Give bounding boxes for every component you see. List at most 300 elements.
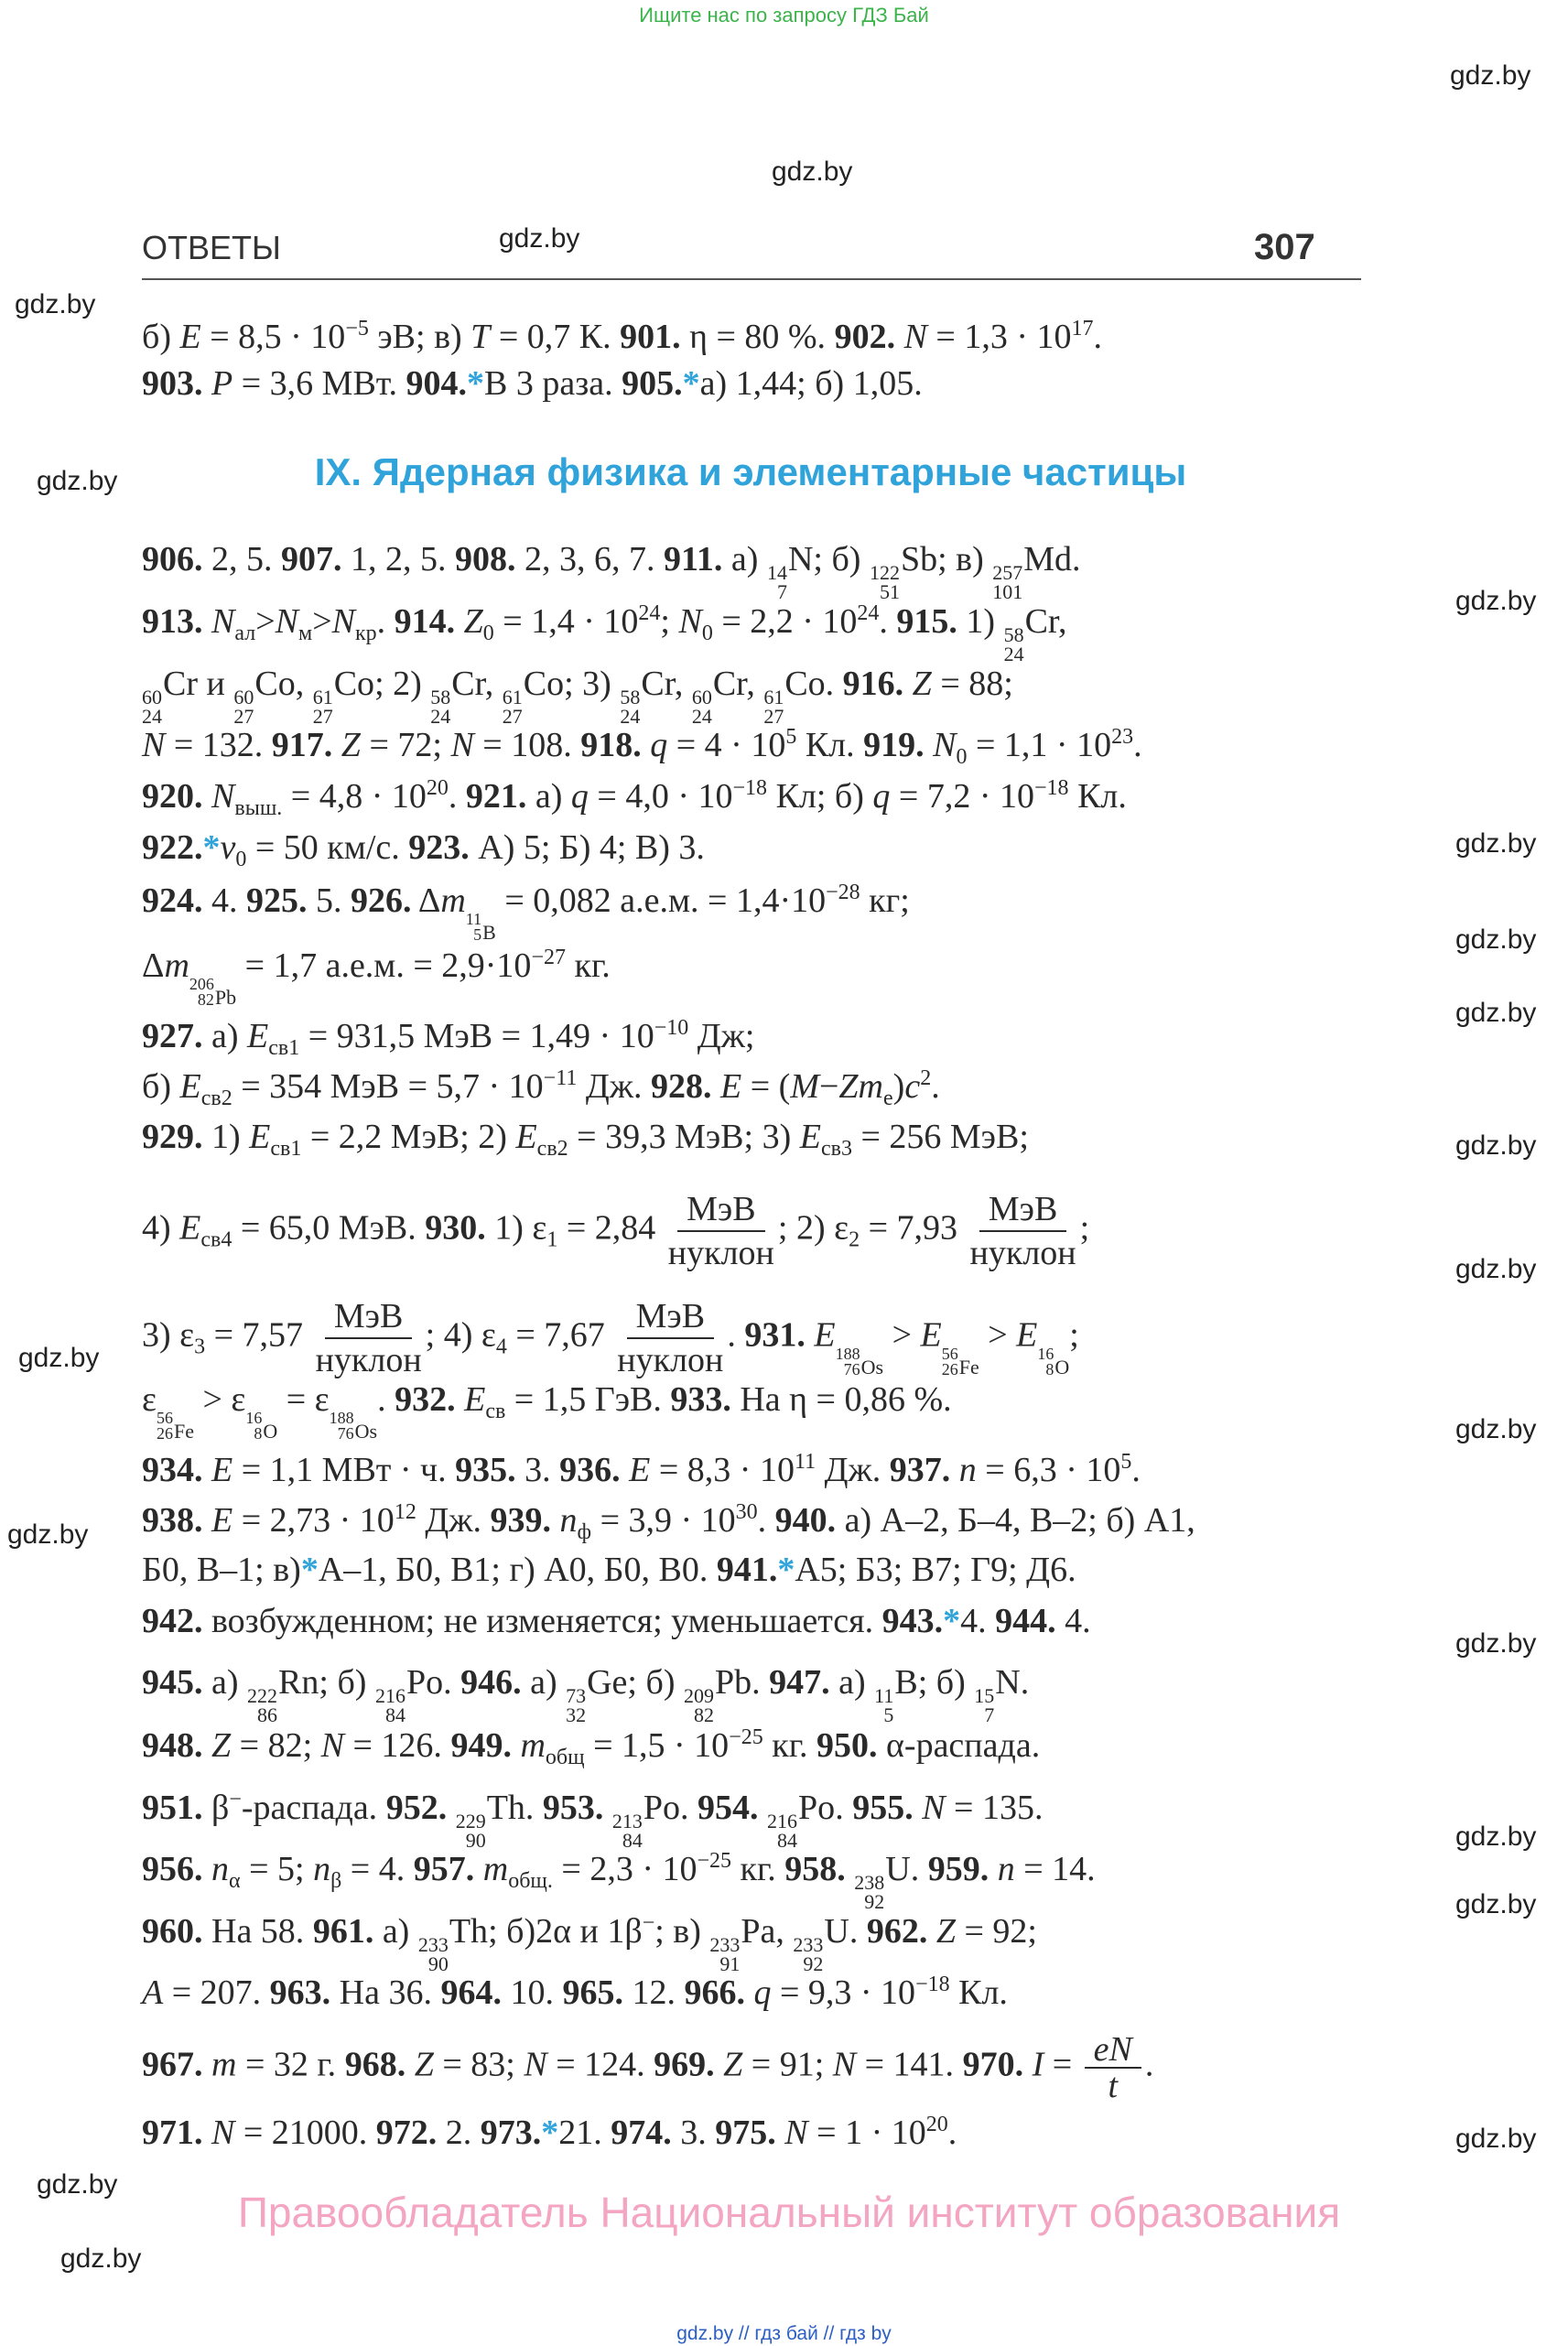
text: = 14.	[1014, 1850, 1096, 1888]
mass-number: 58	[1003, 623, 1024, 646]
text: = 1,3 · 10	[926, 318, 1072, 356]
mass-number: 58	[620, 686, 641, 708]
atomic-number: 101	[992, 580, 1023, 603]
mass-number: 206	[189, 975, 214, 993]
problem-number: 944.	[995, 1602, 1056, 1640]
subscript-nuclide	[836, 1346, 883, 1378]
problem-number: 921.	[465, 777, 527, 816]
problem-number: 901.	[620, 318, 681, 356]
element-symbol: Cr	[163, 665, 198, 703]
text: Кл.	[1068, 777, 1127, 816]
variable: E	[179, 318, 201, 356]
fraction	[970, 1188, 1076, 1274]
nuclide-numbers	[247, 1686, 277, 1724]
superscript: 24	[638, 601, 661, 625]
text: = 7,67	[506, 1315, 614, 1355]
variable: N	[331, 602, 355, 641]
atomic-number: 24	[142, 705, 162, 728]
problem-number: 908.	[455, 540, 516, 578]
mass-number: 222	[247, 1684, 278, 1707]
text	[551, 1501, 560, 1540]
subscript-nuclide	[466, 912, 496, 943]
variable: T	[470, 318, 491, 356]
text: 1) ε	[485, 1208, 547, 1248]
mass-number: 73	[566, 1684, 587, 1707]
mass-number: 238	[854, 1871, 885, 1894]
text: .	[752, 1663, 770, 1702]
problem-number: 916.	[842, 665, 904, 703]
nuclide-numbers	[692, 687, 712, 726]
subscript: ф	[577, 1520, 592, 1544]
text: а)	[373, 1912, 418, 1951]
text: 2, 5.	[202, 540, 281, 578]
problem-number: 935.	[455, 1451, 516, 1489]
text: ; 2)	[374, 665, 431, 703]
text	[203, 1451, 212, 1489]
problem-number: 922.	[142, 828, 203, 867]
atomic-number: 5	[473, 925, 482, 944]
text: .	[931, 1067, 940, 1106]
text: >	[979, 1315, 1017, 1355]
element-symbol: Co	[333, 665, 375, 703]
problem-number: 903.	[142, 364, 203, 403]
star-mark: *	[541, 2114, 559, 2152]
variable: q	[650, 726, 668, 764]
mass-number: 216	[374, 1684, 406, 1707]
mass-number: 209	[683, 1684, 714, 1707]
nuclide-numbers	[854, 1873, 884, 1911]
text: а)	[202, 1663, 248, 1702]
superscript: 23	[1111, 725, 1134, 749]
problem-number: 955.	[852, 1789, 914, 1827]
star-mark: *	[777, 1551, 795, 1589]
subscript: 0	[701, 622, 713, 645]
problem-number: 918.	[580, 726, 642, 764]
text: Дж;	[688, 1017, 755, 1055]
problem-number: 956.	[142, 1850, 203, 1888]
gdz-watermark: gdz.by	[1455, 828, 1537, 859]
element-symbol: Rn	[278, 1663, 319, 1702]
mass-number: 122	[869, 561, 900, 584]
text: = 135.	[945, 1789, 1044, 1827]
search-hint-banner: Ищите нас по запросу ГДЗ Бай	[639, 4, 929, 27]
text: = 126.	[344, 1726, 451, 1765]
text: = 82;	[231, 1726, 321, 1765]
mass-number: 216	[767, 1810, 798, 1832]
superscript: 5	[785, 725, 797, 749]
text	[603, 1789, 612, 1827]
text: >	[312, 602, 332, 641]
text: .	[377, 1380, 395, 1419]
answer-line	[142, 1785, 1043, 1850]
text	[759, 1789, 768, 1827]
nuclide-numbers	[418, 1935, 449, 1973]
element-symbol: O	[1054, 1355, 1070, 1378]
problem-number: 931.	[744, 1315, 806, 1355]
superscript: 11	[794, 1450, 816, 1474]
text: = (	[741, 1067, 791, 1106]
text	[846, 1850, 855, 1888]
variable: E	[249, 1118, 271, 1156]
variable: N	[320, 1726, 344, 1765]
denominator: нуклон	[617, 1341, 724, 1379]
subscript: 1	[546, 1227, 558, 1252]
text: .	[879, 602, 897, 641]
variable: E	[211, 1451, 233, 1489]
text: .	[1144, 2045, 1154, 2084]
variable: N	[211, 2114, 235, 2152]
subscript: м	[298, 622, 313, 645]
mass-number: 229	[455, 1810, 486, 1832]
nuclide	[620, 665, 675, 728]
mass-number: 61	[763, 686, 784, 708]
text: = 256 МэВ;	[851, 1118, 1029, 1156]
text: >	[255, 602, 276, 641]
atomic-number: 84	[777, 1829, 798, 1852]
text: =	[1044, 2045, 1081, 2084]
problem-number: 905.	[622, 364, 683, 403]
variable: E	[1016, 1315, 1038, 1355]
mass-number: 257	[992, 561, 1023, 584]
nuclide-numbers	[870, 563, 900, 601]
nuclide-numbers	[330, 1411, 354, 1442]
superscript: −28	[826, 881, 860, 904]
mass-number: 11	[874, 1684, 894, 1707]
atomic-number: 5	[883, 1703, 894, 1726]
problem-number: 964.	[440, 1973, 502, 2012]
text	[642, 726, 651, 764]
subscript-nuclide	[245, 1411, 277, 1442]
text: = 6,3 · 10	[976, 1451, 1121, 1489]
text: 1, 2, 5.	[341, 540, 455, 578]
superscript: −10	[654, 1016, 689, 1040]
nuclide	[874, 1663, 918, 1726]
text: а) А–2, Б–4, В–2; б) А1,	[836, 1501, 1195, 1540]
problem-number: 902.	[834, 318, 896, 356]
text: 10.	[501, 1973, 563, 2012]
gdz-watermark: gdz.by	[15, 289, 96, 319]
problem-number: 969.	[654, 2045, 715, 2084]
text: = 83;	[433, 2045, 524, 2084]
text: .	[849, 1912, 867, 1951]
variable: n	[559, 1501, 578, 1540]
problem-number: 926.	[351, 881, 412, 920]
variable: m	[164, 946, 189, 985]
superscript: −18	[1034, 776, 1069, 800]
nuclide	[611, 1789, 681, 1852]
text: ,	[1058, 602, 1067, 641]
atomic-number: 82	[693, 1703, 714, 1726]
gdz-watermark: gdz.by	[1455, 1822, 1537, 1852]
subscript-nuclide	[1037, 1346, 1069, 1378]
problem-number: 937.	[889, 1451, 951, 1489]
text: 4)	[142, 1208, 180, 1248]
mass-number: 11	[465, 910, 482, 928]
problem-number: 961.	[312, 1912, 374, 1951]
variable: A	[142, 1973, 164, 2012]
text: кг.	[565, 946, 611, 985]
text: Δ	[411, 881, 441, 920]
nuclide-numbers	[767, 1811, 797, 1850]
nuclide-numbers	[709, 1935, 740, 1973]
text: .	[1131, 1451, 1141, 1489]
gdz-watermark: gdz.by	[60, 2243, 142, 2274]
text: = 1,7 а.е.м. = 2,9·10	[236, 946, 532, 985]
atomic-number: 7	[776, 580, 787, 603]
gdz-watermark: gdz.by	[1455, 586, 1537, 616]
nuclide	[1003, 602, 1059, 665]
mass-number: 188	[835, 1344, 860, 1363]
text: Дж.	[577, 1067, 652, 1106]
text: = 5;	[240, 1850, 314, 1888]
problem-number: 906.	[142, 540, 203, 578]
text: = 207.	[163, 1973, 270, 2012]
answer-line	[142, 1013, 754, 1059]
text: ; б)	[627, 1663, 684, 1702]
problem-number: 945.	[142, 1663, 203, 1702]
variable: Z	[341, 726, 361, 764]
nuclide	[312, 665, 375, 728]
mass-number: 233	[793, 1933, 824, 1956]
problem-number: 960.	[142, 1912, 203, 1951]
text: .	[825, 665, 843, 703]
problem-number: 942.	[142, 1602, 203, 1640]
problem-number: 966.	[684, 1973, 745, 2012]
text: ; б)	[813, 540, 870, 578]
element-symbol: Cr	[451, 665, 485, 703]
text: = 4,8 · 10	[282, 777, 427, 816]
problem-number: 915.	[896, 602, 957, 641]
problem-number: 929.	[142, 1118, 203, 1156]
atomic-number: 27	[502, 705, 523, 728]
gdz-watermark: gdz.by	[1455, 1628, 1537, 1659]
text: .	[947, 2114, 957, 2152]
variable: N	[211, 602, 235, 641]
text: = 124.	[546, 2045, 654, 2084]
text: ,	[295, 665, 313, 703]
atomic-number: 8	[1045, 1359, 1054, 1378]
variable: m	[211, 2045, 237, 2084]
answer-line	[142, 1547, 1076, 1593]
element-symbol: Fe	[173, 1420, 194, 1443]
text: .	[376, 602, 395, 641]
nuclide	[247, 1663, 319, 1726]
text: 12.	[622, 1973, 685, 2012]
fraction	[1085, 2032, 1141, 2103]
superscript: 24	[857, 601, 880, 625]
text: = 1,1 · 10	[967, 726, 1112, 764]
problem-number: 938.	[142, 1501, 203, 1540]
variable: E	[211, 1501, 233, 1540]
text: = 141.	[856, 2045, 963, 2084]
atomic-number: 84	[622, 1829, 643, 1852]
text: = 65,0 МэВ.	[232, 1208, 426, 1248]
nuclide-numbers	[189, 977, 214, 1008]
superscript: 20	[925, 2113, 948, 2136]
element-symbol: Os	[860, 1355, 884, 1378]
variable: E	[720, 1067, 742, 1106]
element-symbol: N	[787, 540, 814, 578]
mass-number: 61	[502, 686, 523, 708]
text: = 9,3 · 10	[771, 1973, 916, 2012]
numerator: МэВ	[979, 1188, 1066, 1232]
answer-line	[142, 878, 910, 943]
subscript: 0	[956, 745, 968, 769]
variable: N	[933, 726, 957, 764]
text: Кл.	[949, 1973, 1008, 2012]
subscript: св2	[536, 1137, 568, 1161]
answer-line	[142, 361, 923, 406]
text: кг.	[731, 1850, 785, 1888]
problem-number: 971.	[142, 2114, 203, 2152]
atomic-number: 92	[864, 1890, 885, 1913]
gdz-watermark: gdz.by	[18, 1343, 100, 1373]
problem-number: 925.	[246, 881, 308, 920]
text: > ε	[193, 1380, 246, 1419]
variable: c	[904, 1067, 921, 1106]
answer-line	[142, 1970, 1008, 2016]
answer-line	[142, 1114, 1029, 1160]
nuclide	[566, 1663, 628, 1726]
text: β	[202, 1789, 230, 1827]
subscript: св	[485, 1400, 506, 1423]
gdz-watermark: gdz.by	[37, 466, 118, 496]
text: .	[443, 1663, 461, 1702]
problem-number: 948.	[142, 1726, 203, 1765]
text	[455, 602, 464, 641]
bottom-links[interactable]: gdz.by // гдз бай // гдз by	[676, 2323, 892, 2344]
text: А) 5; Б) 4; В) 3.	[469, 828, 705, 867]
atomic-number: 51	[879, 580, 900, 603]
variable: n	[997, 1850, 1015, 1888]
problem-number: 957.	[413, 1850, 475, 1888]
variable: E	[629, 1451, 651, 1489]
element-symbol: Co	[523, 665, 565, 703]
answer-line	[142, 1497, 1195, 1543]
atomic-number: 92	[803, 1952, 824, 1975]
text: = 931,5 МэВ = 1,49 · 10	[299, 1017, 654, 1055]
variable: E	[920, 1315, 942, 1355]
gdz-watermark: gdz.by	[1455, 2124, 1537, 2154]
gdz-watermark: gdz.by	[1455, 924, 1537, 955]
text: ; б)2α и 1β	[488, 1912, 643, 1951]
text	[203, 2046, 212, 2084]
element-symbol: Po	[798, 1789, 836, 1827]
superscript: 5	[1120, 1450, 1132, 1474]
nuclide-numbers	[874, 1686, 893, 1724]
star-mark: *	[300, 1551, 319, 1589]
gdz-watermark: gdz.by	[1450, 60, 1531, 91]
nuclide-numbers	[767, 563, 787, 601]
text: а) 1,44; б) 1,05.	[699, 364, 923, 403]
subscript: общ	[545, 1746, 585, 1769]
answer-line	[142, 314, 1102, 360]
problem-number: 967.	[142, 2045, 203, 2084]
text: = 2,3 · 10	[552, 1850, 697, 1888]
element-symbol: Po	[643, 1789, 681, 1827]
mass-number: 60	[142, 686, 162, 708]
answer-line	[142, 943, 611, 1008]
nuclide-numbers	[313, 687, 333, 726]
variable: Z	[912, 665, 932, 703]
element-symbol: Pa	[741, 1912, 776, 1951]
variable: N	[832, 2045, 857, 2084]
star-mark: *	[467, 364, 485, 403]
superscript: 2	[920, 1066, 932, 1090]
text	[203, 364, 212, 403]
mass-number: 14	[766, 561, 787, 584]
problem-number: 965.	[562, 1973, 623, 2012]
element-symbol: Co	[784, 665, 826, 703]
nuclide-numbers	[974, 1686, 994, 1724]
text: 4.	[1055, 1602, 1091, 1640]
nuclide	[767, 1789, 836, 1852]
variable: m	[440, 881, 466, 920]
atomic-number: 27	[312, 705, 333, 728]
variable: N	[275, 602, 298, 641]
answer-line	[142, 1295, 1079, 1381]
variable: Z	[211, 1726, 232, 1765]
variable: n	[211, 1850, 229, 1888]
element-symbol: Md	[1023, 540, 1073, 578]
text: ;	[1079, 1208, 1090, 1248]
text: ; в)	[654, 1912, 710, 1951]
answer-line	[142, 661, 1013, 726]
text	[406, 2046, 415, 2084]
text	[203, 1850, 212, 1888]
nuclide	[417, 1912, 489, 1975]
subscript-nuclide	[189, 977, 236, 1008]
subscript: 4	[495, 1335, 507, 1359]
gdz-watermark: gdz.by	[7, 1519, 89, 1550]
text: = 1,1 МВт · ч.	[232, 1451, 456, 1489]
superscript: −25	[729, 1725, 763, 1749]
nuclide-numbers	[684, 1686, 714, 1724]
text: .	[727, 1315, 745, 1355]
mass-number: 233	[417, 1933, 449, 1956]
text: .	[757, 1501, 775, 1540]
text: В 3 раза.	[484, 364, 622, 403]
element-symbol: Po	[406, 1663, 444, 1702]
text: = 108.	[473, 726, 581, 764]
gdz-watermark: gdz.by	[1455, 998, 1537, 1028]
atomic-number: 90	[427, 1952, 449, 1975]
mass-number: 16	[245, 1409, 263, 1427]
element-symbol: Pb	[214, 986, 237, 1009]
text: ; б)	[917, 1663, 975, 1702]
header-rule	[142, 278, 1361, 280]
text: Δ	[142, 946, 165, 985]
variable: n	[958, 1451, 977, 1489]
element-symbol: N	[995, 1663, 1021, 1702]
text: А5; Б3; В7; Г9; Д6.	[795, 1551, 1076, 1589]
text: эВ; в)	[368, 318, 471, 356]
text: = 2,73 · 10	[232, 1501, 395, 1540]
answer-line	[142, 1659, 1029, 1724]
variable: E	[179, 1067, 201, 1106]
gdz-watermark: gdz.by	[499, 223, 580, 254]
element-symbol: Cr	[641, 665, 675, 703]
variable: E	[247, 1017, 269, 1055]
superscript: −5	[345, 317, 369, 341]
text	[1023, 2046, 1033, 2084]
text: α-распада.	[877, 1726, 1041, 1765]
element-symbol: B	[894, 1663, 918, 1702]
nuclide-numbers	[992, 563, 1022, 601]
nuclide-numbers	[456, 1811, 486, 1850]
problem-number: 947.	[769, 1663, 830, 1702]
variable: N	[678, 602, 702, 641]
